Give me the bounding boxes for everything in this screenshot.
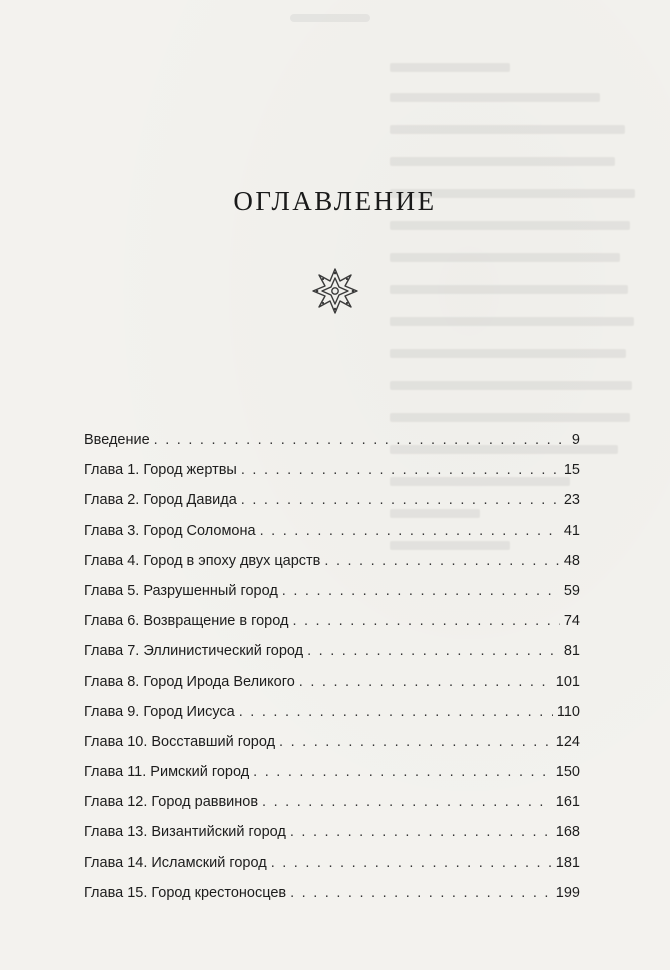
running-header-showthrough [290, 14, 370, 22]
snowflake-ornament-icon [310, 266, 360, 316]
toc-dot-leader [282, 582, 560, 600]
toc-dot-leader [307, 642, 560, 660]
toc-entry [84, 703, 580, 733]
toc-entry [84, 491, 580, 521]
toc-entry-page-number: 23 [563, 492, 580, 509]
toc-entry-title: Глава 9. Город Иисуса [84, 703, 235, 720]
toc-dot-leader [292, 612, 559, 630]
toc-entry [84, 763, 580, 793]
toc-entry [84, 854, 580, 884]
toc-entry-page-number: 168 [555, 824, 580, 841]
toc-entry-page-number: 124 [555, 733, 580, 750]
toc-dot-leader [290, 823, 552, 841]
toc-entry-page-number: 74 [563, 613, 580, 630]
toc-entry [84, 733, 580, 763]
toc-entry-title: Глава 13. Византийский город [84, 824, 286, 841]
toc-entry-page-number: 150 [555, 764, 580, 781]
toc-dot-leader [279, 733, 552, 751]
toc-entry [84, 582, 580, 612]
toc-entry [84, 461, 580, 491]
toc-entry-page-number: 101 [555, 673, 580, 690]
toc-dot-leader [324, 552, 559, 570]
toc-entry-page-number: 41 [563, 522, 580, 539]
toc-entry-title: Глава 8. Город Ирода Великого [84, 673, 295, 690]
toc-entry-title: Глава 5. Разрушенный город [84, 582, 278, 599]
toc-entry-page-number: 15 [563, 462, 580, 479]
toc-dot-leader [154, 431, 568, 449]
toc-entry-title: Глава 11. Римский город [84, 764, 250, 781]
toc-entry-page-number: 199 [555, 884, 580, 901]
toc-entry [84, 642, 580, 672]
toc-entry [84, 552, 580, 582]
toc-dot-leader [241, 461, 560, 479]
toc-dot-leader [260, 522, 560, 540]
toc-entry-title: Глава 4. Город в эпоху двух царств [84, 552, 321, 569]
toc-entry-title: Глава 15. Город крестоносцев [84, 884, 287, 901]
toc-entry [84, 431, 580, 461]
toc-dot-leader [239, 703, 553, 721]
toc-dot-leader [253, 763, 552, 781]
toc-entry-page-number: 181 [555, 854, 580, 871]
toc-entry-title: Глава 3. Город Соломона [84, 522, 256, 539]
toc-entry [84, 793, 580, 823]
toc-entry [84, 522, 580, 552]
toc-entry-page-number: 59 [563, 582, 580, 599]
table-of-contents [84, 431, 580, 914]
page-title: ОГЛАВЛЕНИЕ [233, 186, 437, 216]
toc-entry-title: Глава 2. Город Давида [84, 492, 237, 509]
toc-entry [84, 673, 580, 703]
toc-dot-leader [241, 491, 560, 509]
toc-entry-page-number: 48 [563, 552, 580, 569]
toc-entry-page-number: 81 [563, 643, 580, 660]
toc-entry-page-number: 110 [556, 703, 580, 720]
toc-entry [84, 612, 580, 642]
toc-entry-page-number: 161 [555, 794, 580, 811]
toc-dot-leader [299, 673, 552, 691]
toc-dot-leader [290, 884, 552, 902]
toc-entry [84, 823, 580, 853]
toc-entry [84, 884, 580, 914]
toc-entry-title: Глава 1. Город жертвы [84, 462, 237, 479]
toc-entry-page-number: 9 [571, 432, 580, 448]
toc-dot-leader [262, 793, 552, 811]
toc-entry-title: Глава 12. Город раввинов [84, 794, 259, 811]
toc-entry-title: Глава 10. Восставший город [84, 733, 276, 750]
toc-entry-title: Глава 14. Исламский город [84, 854, 267, 871]
toc-entry-title: Введение [84, 432, 150, 448]
toc-entry-title: Глава 7. Эллинистический город [84, 643, 304, 660]
toc-dot-leader [271, 854, 552, 872]
toc-entry-title: Глава 6. Возвращение в город [84, 613, 289, 630]
